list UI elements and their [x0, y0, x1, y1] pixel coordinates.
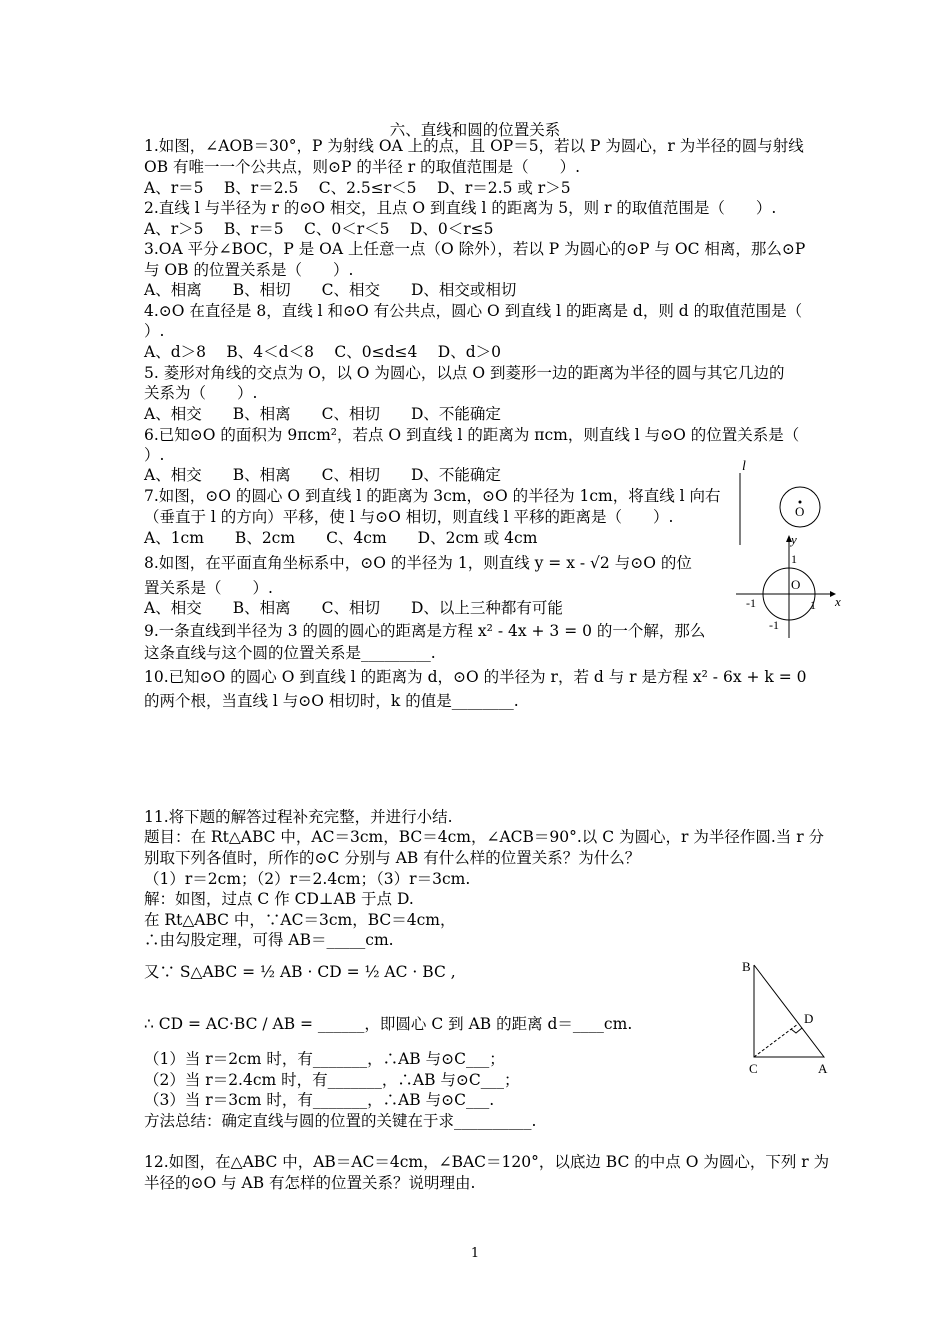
- q11-case2: （2）当 r＝2.4cm 时，有_______，∴AB 与⊙C___；: [144, 1071, 520, 1089]
- q11-line2: 题目：在 Rt△ABC 中，AC＝3cm，BC＝4cm，∠ACB＝90°.以 C 为圆心，r 为半径作圆.当 r 分: [144, 828, 825, 846]
- q6-line2: ）.: [144, 446, 165, 464]
- q12-line2: 半径的⊙O 与 AB 有怎样的位置关系？说明理由.: [144, 1174, 476, 1192]
- q6-line1: 6.已知⊙O 的面积为 9πcm²，若点 O 到直线 l 的距离为 πcm，则直线 l 与⊙O 的位置关系是（: [144, 426, 800, 444]
- label-c: C: [749, 1061, 758, 1076]
- tick-y-neg1: -1: [769, 618, 779, 632]
- tick-x-neg1: -1: [746, 596, 756, 610]
- origin-label: O: [791, 577, 801, 592]
- right-angle-mark: [791, 1028, 802, 1033]
- q11-line5: 解：如图，过点 C 作 CD⊥AB 于点 D.: [144, 890, 414, 908]
- page-number: 1: [470, 1246, 480, 1261]
- q7-options: A、1cm B、2cm C、4cm D、2cm 或 4cm: [144, 529, 538, 547]
- figure-q11: [740, 955, 840, 1080]
- q8-line1: 8.如图，在平面直角坐标系中，⊙O 的半径为 1，则直线 y = x - √2 与⊙O 的位: [144, 554, 692, 572]
- q11-line6: 在 Rt△ABC 中，∵AC＝3cm，BC＝4cm，: [144, 911, 456, 929]
- q4-line1: 4.⊙O 在直径是 8，直线 l 和⊙O 有公共点，圆心 O 到直线 l 的距离是 d，则 d 的取值范围是（: [144, 302, 803, 320]
- q7-line1: 7.如图，⊙O 的圆心 O 到直线 l 的距离为 3cm，⊙O 的半径为 1cm，将直线 l 向右: [144, 487, 721, 505]
- q11-line1: 11.将下题的解答过程补充完整，并进行小结.: [144, 808, 453, 826]
- q12-line1: 12.如图，在△ABC 中，AB＝AC＝4cm，∠BAC＝120°，以底边 BC 的中点 O 为圆心，下列 r 为: [144, 1153, 830, 1171]
- q2-line1: 2.直线 l 与半径为 r 的⊙O 相交，且点 O 到直线 l 的距离为 5，则 r 的取值范围是（ ）.: [144, 199, 777, 217]
- q11-case1: （1）当 r＝2cm 时，有_______，∴AB 与⊙C___；: [144, 1050, 505, 1068]
- q9-line1: 9.一条直线到半径为 3 的圆的圆心的距离是方程 x² - 4x + 3 = 0 的一个解，那么: [144, 622, 706, 640]
- label-b: B: [742, 959, 751, 974]
- q11-line7: ∴由勾股定理，可得 AB＝_____cm.: [144, 931, 394, 949]
- q2-options: A、r＞5 B、r＝5 C、0＜r＜5 D、0＜r≤5: [144, 220, 494, 238]
- line-l-label: l: [742, 459, 746, 474]
- q10-line2: 的两个根，当直线 l 与⊙O 相切时，k 的值是________.: [144, 692, 519, 710]
- q1-line2: OB 有唯一一个公共点，则⊙P 的半径 r 的取值范围是（ ）.: [144, 158, 581, 176]
- q4-options: A、d＞8 B、4＜d＜8 C、0≤d≤4 D、d＞0: [144, 343, 501, 361]
- q5-options: A、相交 B、相离 C、相切 D、不能确定: [144, 405, 501, 423]
- label-a: A: [818, 1061, 828, 1076]
- figure-q8: [732, 532, 850, 638]
- q11-line3: 别取下列各值时，所作的⊙C 分别与 AB 有什么样的位置关系？为什么？: [144, 849, 641, 867]
- q1-line1: 1.如图，∠AOB＝30°，P 为射线 OA 上的点，且 OP＝5，若以 P 为圆心，r 为半径的圆与射线: [144, 137, 804, 155]
- triangle-abc: [754, 965, 824, 1057]
- q11-case3: （3）当 r＝3cm 时，有_______，∴AB 与⊙C___.: [144, 1091, 495, 1109]
- q4-line2: ）.: [144, 322, 165, 340]
- q10-line1: 10.已知⊙O 的圆心 O 到直线 l 的距离为 d，⊙O 的半径为 r，若 d 与 r 是方程 x² - 6x + k = 0: [144, 668, 807, 686]
- q3-line2: 与 OB 的位置关系是（ ）.: [144, 261, 354, 279]
- q11-line4: （1）r＝2cm；（2）r＝2.4cm；（3）r＝3cm.: [144, 870, 471, 888]
- tick-y-1: 1: [791, 552, 797, 566]
- q8-line2: 置关系是（ ）.: [144, 579, 273, 597]
- page-title: 六、直线和圆的位置关系: [389, 121, 561, 139]
- q5-line1: 5. 菱形对角线的交点为 O，以 O 为圆心，以点 O 到菱形一边的距离为半径的圆与其它几边的: [144, 364, 785, 382]
- y-axis-label: y: [791, 532, 797, 547]
- x-axis-label: x: [835, 594, 841, 609]
- tick-x-1: 1: [810, 598, 816, 612]
- q3-options: A、相离 B、相切 C、相交 D、相交或相切: [144, 281, 517, 299]
- q5-line2: 关系为（ ）.: [144, 384, 258, 402]
- label-d: D: [804, 1011, 814, 1026]
- q6-options: A、相交 B、相离 C、相切 D、不能确定: [144, 466, 501, 484]
- q11-line9: ∴ CD = AC·BC / AB = ______，即圆心 C 到 AB 的距离 d＝____cm.: [144, 1015, 633, 1033]
- q7-line2: （垂直于 l 的方向）平移，使 l 与⊙O 相切，则直线 l 平移的距离是（ ）.: [144, 508, 674, 526]
- q3-line1: 3.OA 平分∠BOC，P 是 OA 上任意一点（O 除外），若以 P 为圆心的⊙P 与 OC 相离，那么⊙P: [144, 240, 806, 258]
- q1-options: A、r＝5 B、r＝2.5 C、2.5≤r＜5 D、r＝2.5 或 r＞5: [144, 179, 571, 197]
- q9-line2: 这条直线与这个圆的位置关系是_________.: [144, 644, 436, 662]
- q11-summary: 方法总结：确定直线与圆的位置的关键在于求__________.: [144, 1112, 537, 1130]
- center-label: O: [795, 504, 805, 519]
- q11-line8: 又∵ S△ABC = ½ AB · CD = ½ AC · BC ,: [144, 963, 456, 981]
- q8-options: A、相交 B、相离 C、相切 D、以上三种都有可能: [144, 599, 563, 617]
